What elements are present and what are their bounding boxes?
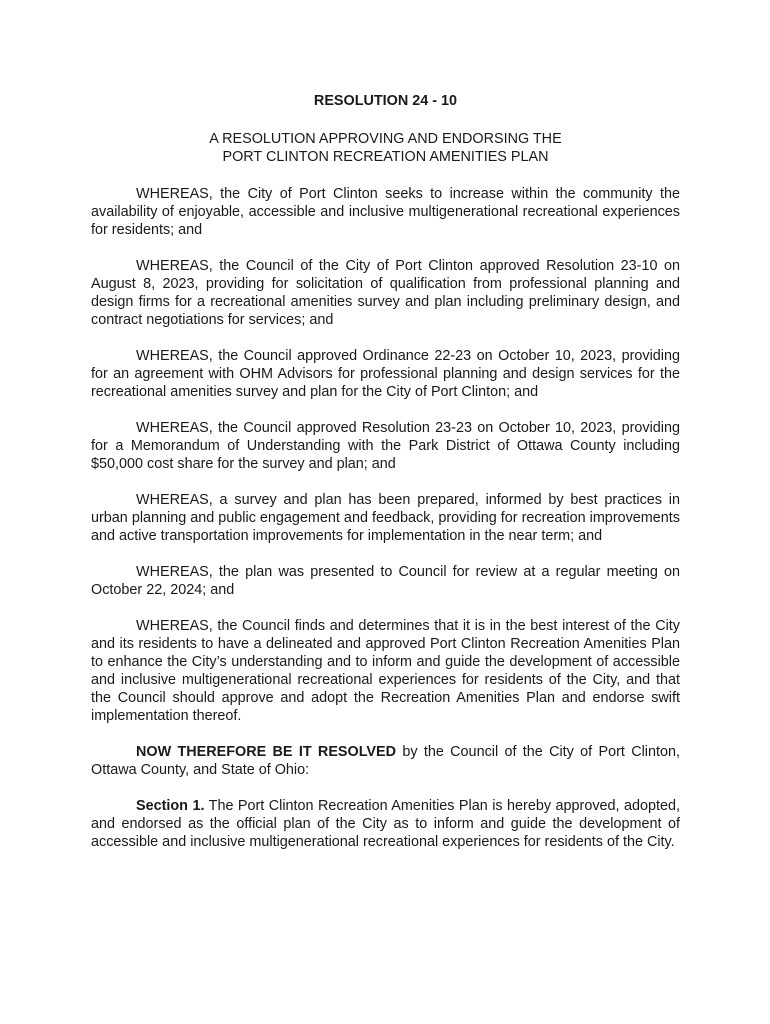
section-1-paragraph bbox=[91, 797, 680, 851]
resolution-title: RESOLUTION 24 - 10 bbox=[313, 93, 458, 109]
resolved-paragraph bbox=[91, 743, 680, 779]
whereas-paragraph-6: WHEREAS, the plan was presented to Council for review at a regular meeting on October 22, 2024; and bbox=[91, 564, 680, 598]
resolved-text: by the Council of the City of Port Clinton, Ottawa County, and State of Ohio: bbox=[91, 744, 680, 778]
whereas-paragraph-3: WHEREAS, the Council approved Ordinance 22-23 on October 10, 2023, providing for an agreement with OHM Advisors for professional planning and design services for the recreational amenities survey and plan for the City of Port Clinton; and bbox=[91, 348, 680, 400]
subtitle-line-2: PORT CLINTON RECREATION AMENITIES PLAN bbox=[222, 149, 549, 165]
section-1-lead: Section 1. bbox=[136, 798, 205, 814]
section-1-text: The Port Clinton Recreation Amenities Plan is hereby approved, adopted, and endorsed as the official plan of the City as to inform and guide the development of accessible and inclusive multigenerational recreational experiences for residents of the City. bbox=[91, 798, 681, 850]
resolved-lead: NOW THEREFORE BE IT RESOLVED bbox=[136, 744, 397, 760]
whereas-paragraph-7: WHEREAS, the Council finds and determines that it is in the best interest of the City and its residents to have a delineated and approved Port Clinton Recreation Amenities Plan to enhance the City’s understanding and to inform and guide the development of accessible and inclusive multigenerational recreational experiences for residents of the City, and that the Council should approve and adopt the Recreation Amenities Plan and endorse swift implementation thereof. bbox=[91, 618, 680, 724]
subtitle-line-1: A RESOLUTION APPROVING AND ENDORSING THE bbox=[209, 131, 562, 147]
whereas-paragraph-4: WHEREAS, the Council approved Resolution 23-23 on October 10, 2023, providing for a Memorandum of Understanding with the Park District of Ottawa County including $50,000 cost share for the survey and plan; and bbox=[91, 420, 680, 472]
whereas-paragraph-1: WHEREAS, the City of Port Clinton seeks to increase within the community the availability of enjoyable, accessible and inclusive multigenerational recreational experiences for residents; and bbox=[91, 186, 680, 238]
whereas-paragraph-5: WHEREAS, a survey and plan has been prepared, informed by best practices in urban planning and public engagement and feedback, providing for recreation improvements and active transportation improvements for implementation in the near term; and bbox=[91, 492, 680, 544]
document-page bbox=[91, 92, 680, 851]
resolution-subtitle bbox=[91, 130, 680, 166]
whereas-paragraph-2: WHEREAS, the Council of the City of Port Clinton approved Resolution 23-10 on August 8, 2023, providing for solicitation of qualification from professional planning and design firms for a recreational amenities survey and plan including preliminary design, and contract negotiations for services; and bbox=[91, 258, 680, 328]
